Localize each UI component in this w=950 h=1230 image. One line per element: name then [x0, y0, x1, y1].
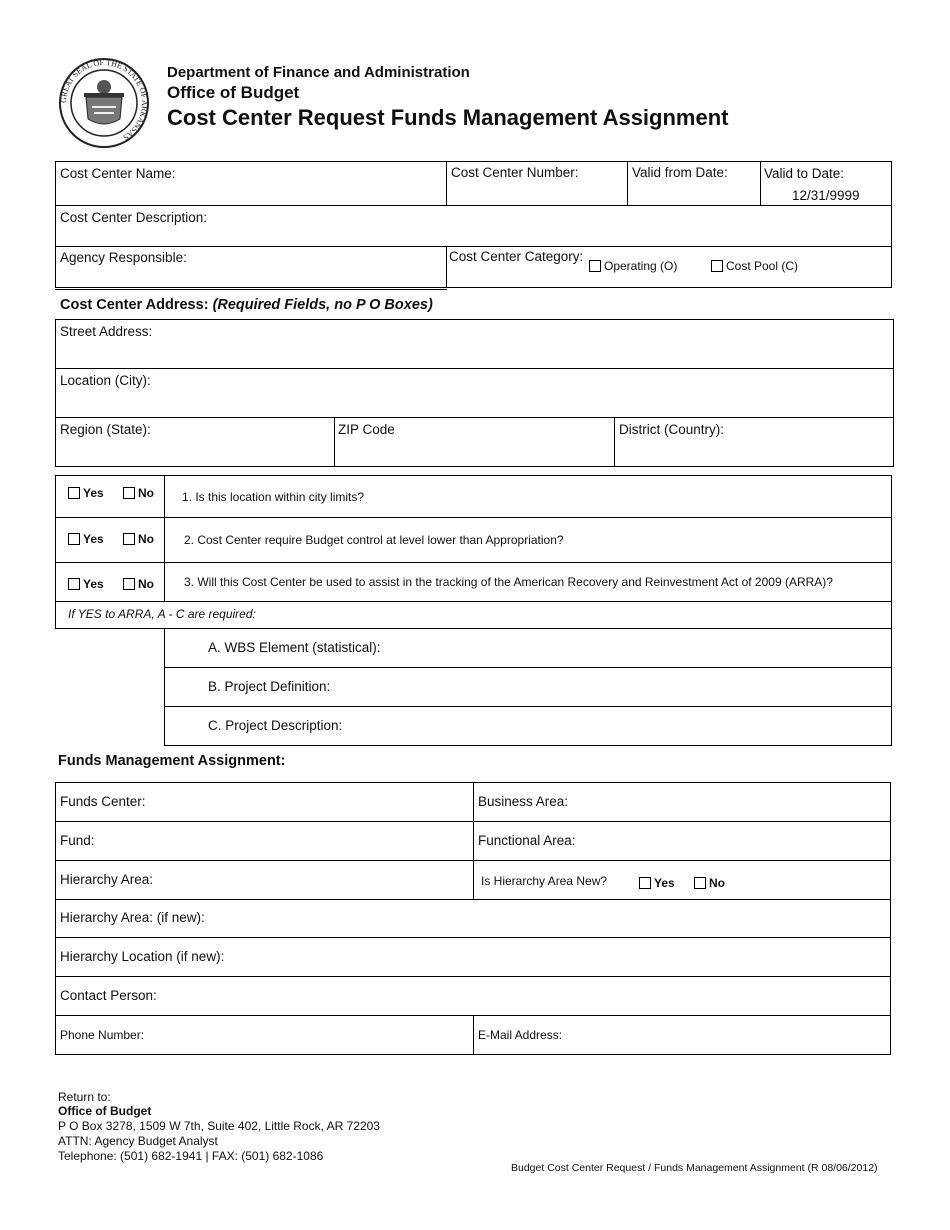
questions-table [55, 475, 892, 629]
state-label: Region (State): [60, 422, 151, 437]
address-table [55, 319, 894, 467]
funds-center-label: Funds Center: [60, 794, 146, 809]
footer-address: P O Box 3278, 1509 W 7th, Suite 402, Little Rock, AR 72203 [58, 1119, 380, 1133]
valid-to-label: Valid to Date: [764, 166, 845, 181]
hierarchy-new-yes[interactable] [639, 876, 675, 890]
page-title: Cost Center Request Funds Management Assignment [167, 105, 729, 130]
arra-note: If YES to ARRA, A - C are required: [68, 607, 256, 621]
state-seal [58, 57, 150, 149]
seal-text: GREAT SEAL OF THE STATE OF ARKANSAS [58, 57, 150, 143]
cost-center-name-label: Cost Center Name: [60, 166, 176, 181]
funds-heading: Funds Management Assignment: [58, 753, 286, 769]
footer-attn: ATTN: Agency Budget Analyst [58, 1134, 218, 1148]
q2-no-checkbox[interactable] [123, 533, 135, 545]
cost-pool-label: Cost Pool (C) [726, 259, 799, 273]
cost-center-number-label: Cost Center Number: [451, 165, 579, 180]
hierarchy-location-new-label: Hierarchy Location (if new): [60, 949, 225, 964]
footer-office: Office of Budget [58, 1104, 152, 1118]
q2-no-label: No [138, 532, 154, 546]
form-identifier: Budget Cost Center Request / Funds Management Assignment (R 08/06/2012) [511, 1162, 878, 1174]
question-3: 3. Will this Cost Center be used to assist in the tracking of the American Recovery and Reinvestment Act of 2009 (ARRA)? [184, 575, 833, 589]
operating-label: Operating (O) [604, 259, 678, 273]
hierarchy-no-label: No [709, 876, 725, 890]
project-definition-label: B. Project Definition: [208, 679, 331, 694]
q1-no-checkbox[interactable] [123, 487, 135, 499]
q3-yes-checkbox[interactable] [68, 578, 80, 590]
category-operating-option[interactable] [589, 259, 677, 273]
cost-pool-checkbox[interactable] [711, 260, 723, 272]
cost-center-category-label: Cost Center Category: [449, 249, 584, 264]
q1-no-label: No [138, 486, 154, 500]
q1-yes[interactable] [68, 486, 104, 500]
q3-no-label: No [138, 577, 154, 591]
hierarchy-no-checkbox[interactable] [694, 877, 706, 889]
hierarchy-yes-checkbox[interactable] [639, 877, 651, 889]
hierarchy-area-new-label: Hierarchy Area: (if new): [60, 910, 205, 925]
business-area-label: Business Area: [478, 794, 569, 809]
q3-no[interactable] [123, 577, 154, 591]
question-1: 1. Is this location within city limits? [182, 490, 365, 504]
return-to-label: Return to: [58, 1090, 111, 1104]
footer-phone: Telephone: (501) 682-1941 | FAX: (501) 682-1086 [58, 1149, 324, 1163]
address-heading [60, 297, 433, 313]
address-heading-note: (Required Fields, no P O Boxes) [212, 297, 433, 313]
hierarchy-new-no[interactable] [694, 876, 725, 890]
office-name: Office of Budget [167, 83, 300, 102]
phone-number-label: Phone Number: [60, 1028, 145, 1042]
cost-center-description-label: Cost Center Description: [60, 210, 208, 225]
hierarchy-new-question: Is Hierarchy Area New? [481, 874, 608, 888]
wbs-element-label: A. WBS Element (statistical): [208, 640, 381, 655]
email-address-label: E-Mail Address: [478, 1028, 563, 1042]
q3-yes-label: Yes [83, 577, 104, 591]
valid-from-label: Valid from Date: [632, 165, 728, 180]
street-address-label: Street Address: [60, 324, 153, 339]
zip-label: ZIP Code [338, 422, 395, 437]
q2-yes-checkbox[interactable] [68, 533, 80, 545]
q1-yes-checkbox[interactable] [68, 487, 80, 499]
contact-person-label: Contact Person: [60, 988, 157, 1003]
valid-to-value: 12/31/9999 [792, 188, 860, 203]
hierarchy-area-label: Hierarchy Area: [60, 872, 154, 887]
q2-no[interactable] [123, 532, 154, 546]
operating-checkbox[interactable] [589, 260, 601, 272]
question-2: 2. Cost Center require Budget control at level lower than Appropriation? [184, 533, 564, 547]
category-cost-pool-option[interactable] [711, 259, 798, 273]
address-heading-text: Cost Center Address: [60, 297, 209, 313]
hierarchy-yes-label: Yes [654, 876, 675, 890]
city-label: Location (City): [60, 373, 151, 388]
country-label: District (Country): [619, 422, 725, 437]
department-name: Department of Finance and Administration [167, 64, 470, 81]
agency-responsible-label: Agency Responsible: [60, 250, 187, 265]
q1-no[interactable] [123, 486, 154, 500]
q3-no-checkbox[interactable] [123, 578, 135, 590]
q1-yes-label: Yes [83, 486, 104, 500]
q2-yes-label: Yes [83, 532, 104, 546]
q3-yes[interactable] [68, 577, 104, 591]
project-description-label: C. Project Description: [208, 718, 343, 733]
functional-area-label: Functional Area: [478, 833, 576, 848]
fund-label: Fund: [60, 833, 95, 848]
q2-yes[interactable] [68, 532, 104, 546]
